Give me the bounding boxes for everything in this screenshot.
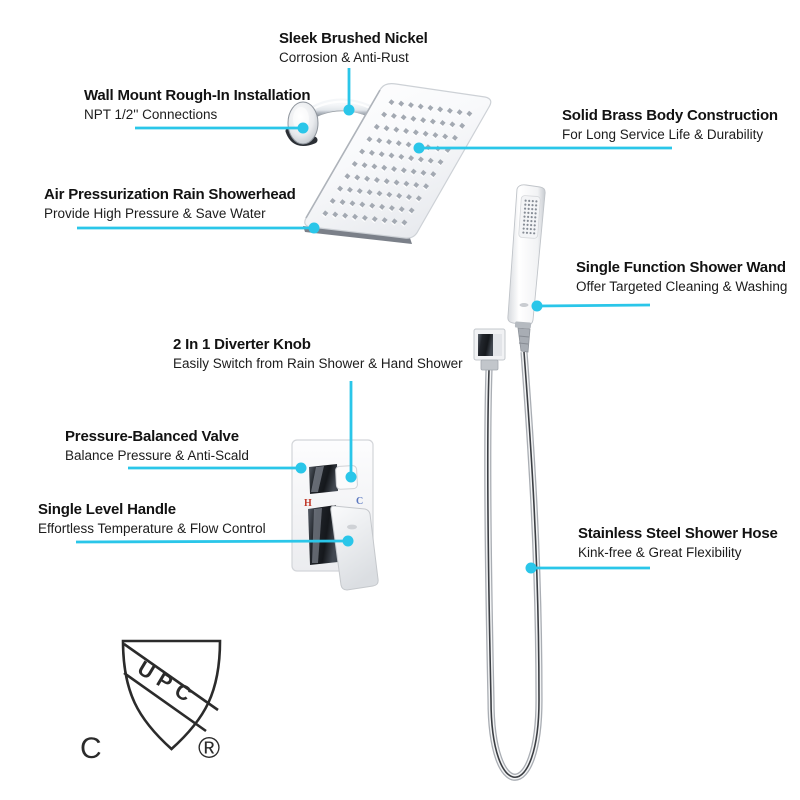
callout-line-wand [537, 305, 650, 306]
callout-single-level-handle [38, 502, 266, 536]
callout-2-in-1-diverter-knob [173, 337, 463, 371]
upc-c-mark: C [80, 732, 102, 765]
callout-subtitle: Corrosion & Anti-Rust [279, 49, 409, 65]
callout-pressure-balanced-valve [65, 429, 249, 463]
callout-subtitle: For Long Service Life & Durability [562, 126, 764, 142]
upc-band-text: UPC [133, 656, 202, 711]
callout-title: Wall Mount Rough-In Installation [84, 87, 311, 104]
hot-label: H [304, 498, 312, 509]
cold-label: C [356, 496, 364, 507]
callout-subtitle: Easily Switch from Rain Shower & Hand Shower [173, 355, 463, 371]
callout-title: Solid Brass Body Construction [562, 107, 778, 124]
callout-title: Sleek Brushed Nickel [279, 30, 428, 47]
wall-supply-elbow [474, 329, 505, 370]
callout-title: Pressure-Balanced Valve [65, 428, 239, 445]
lever-handle [308, 505, 378, 590]
callout-solid-brass-body [562, 108, 778, 142]
callout-air-pressurization-showerhead [44, 187, 296, 221]
hand-shower-wand [508, 185, 545, 352]
callout-line-handle [76, 541, 348, 542]
valve-trim-plate [292, 440, 378, 590]
callout-title: Single Function Shower Wand [576, 259, 786, 276]
callout-subtitle: Kink-free & Great Flexibility [578, 544, 742, 560]
callout-stainless-steel-hose [578, 526, 778, 560]
callout-title: Stainless Steel Shower Hose [578, 525, 778, 542]
callout-subtitle: Provide High Pressure & Save Water [44, 205, 266, 221]
callout-subtitle: Effortless Temperature & Flow Control [38, 520, 266, 536]
callout-single-function-shower-wand [576, 260, 787, 294]
callout-title: Single Level Handle [38, 501, 176, 518]
callout-title: Air Pressurization Rain Showerhead [44, 186, 296, 203]
callout-wall-mount-rough-in [84, 88, 310, 122]
wand-logo [520, 303, 529, 307]
callout-subtitle: Balance Pressure & Anti-Scald [65, 447, 249, 463]
callout-subtitle: NPT 1/2'' Connections [84, 106, 218, 122]
callout-sleek-brushed-nickel [279, 31, 428, 65]
callout-title: 2 In 1 Diverter Knob [173, 336, 311, 353]
callout-subtitle: Offer Targeted Cleaning & Washing [576, 278, 788, 294]
upc-certification-logo [80, 641, 220, 765]
upc-registered-mark: ® [198, 732, 221, 765]
